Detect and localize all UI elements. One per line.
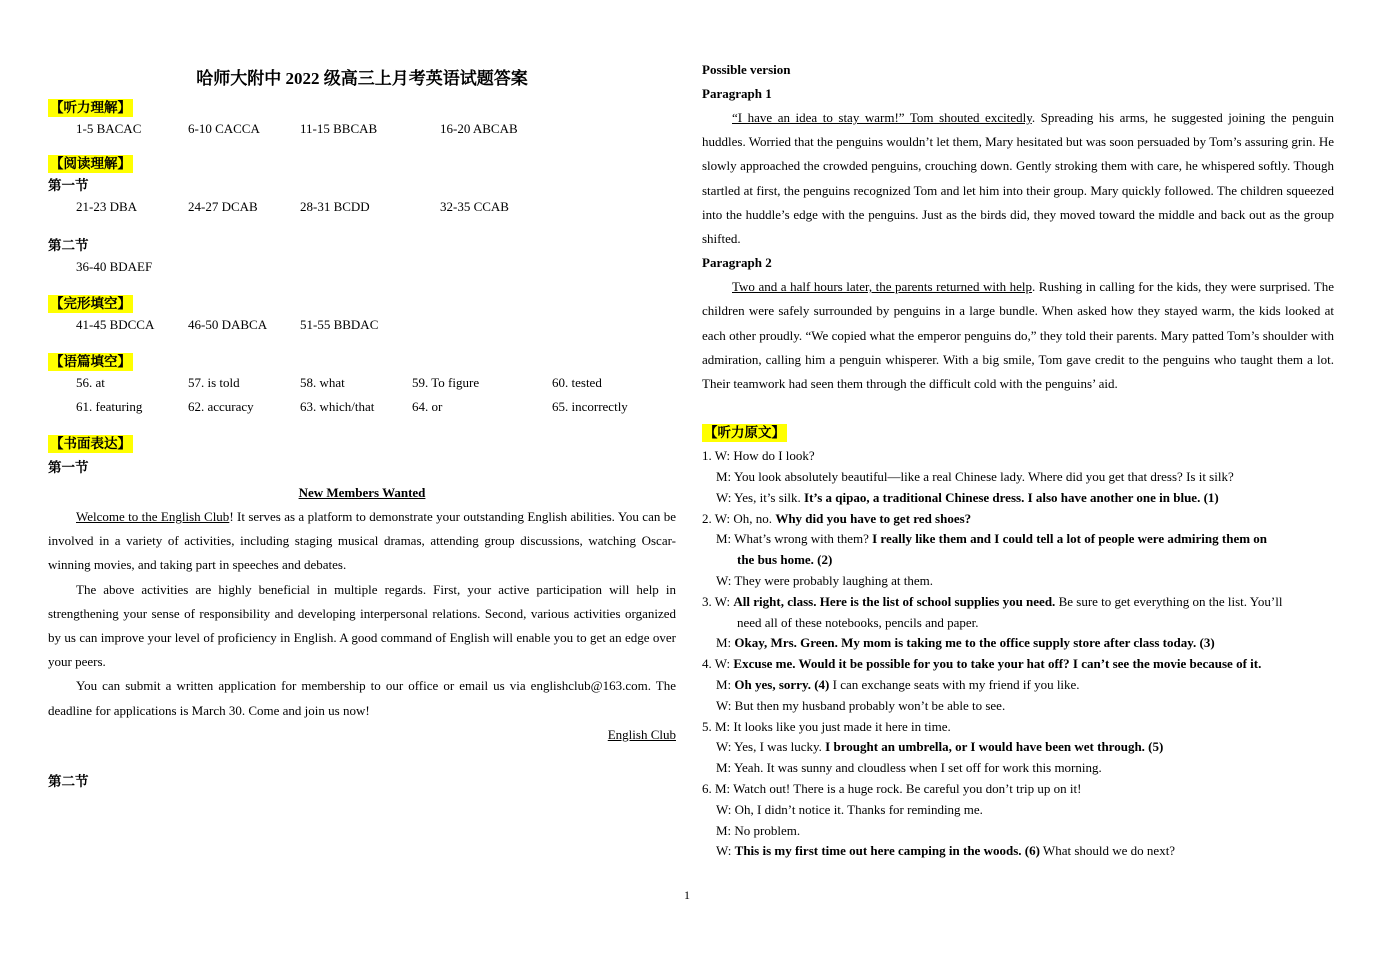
transcript-text: W: Yes, I was lucky.	[716, 739, 826, 755]
transcript-line	[702, 717, 1334, 738]
grammar-answers-row1	[48, 371, 676, 395]
transcript-text: 1. W: How do I look?	[702, 448, 815, 464]
transcript-text: What should we do next?	[1039, 843, 1176, 859]
writing-part1-label: 第一节	[48, 460, 89, 475]
transcript-text: M: You look absolutely beautiful—like a real Chinese lady. Where did you get that dress? Is it silk?	[716, 469, 1234, 485]
transcript-text: 4. W:	[702, 656, 734, 672]
transcript-line	[702, 571, 1334, 592]
essay-signature: English Club	[607, 726, 676, 742]
paragraph-2-label: Paragraph 2	[702, 255, 772, 271]
transcript-line	[702, 800, 1334, 821]
possible-version-heading: Possible version	[702, 62, 791, 77]
transcript-answer-text: This is my first time out here camping in the woods. (6)	[734, 843, 1040, 859]
transcript-line	[702, 592, 1334, 613]
answer-item: 64. or	[412, 399, 443, 414]
reading-part2-answers	[48, 255, 676, 279]
essay-paragraph-3	[48, 674, 676, 722]
transcript-answer-text: Why did you have to get red shoes?	[775, 510, 972, 526]
paragraph-1-label: Paragraph 1	[702, 86, 772, 101]
transcript-line	[702, 696, 1334, 717]
transcript-text: W: Yes, it’s silk.	[716, 489, 805, 505]
essay-paragraph-1	[48, 505, 676, 578]
left-column	[48, 58, 676, 791]
answer-item: 62. accuracy	[188, 399, 254, 414]
answer-item: 56. at	[76, 375, 105, 390]
essay-lead-underlined: Welcome to the English Club	[76, 509, 230, 524]
transcript-text: W: But then my husband probably won’t be able to see.	[716, 697, 1006, 713]
essay-paragraph-1-text: ! It serves as a platform to demonstrate your outstanding English abilities. You can be involved in a variety of activities, including staging musical dramas, attending group discussions, watching Oscar-winning movies, and taking part in speeches and debates.	[48, 509, 677, 573]
transcript-text: need all of these notebooks, pencils and paper.	[737, 614, 979, 630]
transcript-line	[702, 758, 1334, 779]
essay-paragraph-2-text: The above activities are highly beneficial in multiple regards. First, your active participation will help in strengthening your sense of responsibility and developing interpersonal relations. Second, various activities organized by us can improve your level of proficiency in English. A good command of English will enable you to get an edge over your peers.	[48, 581, 676, 670]
transcript-answer-text: I brought an umbrella, or I would have been wet through. (5)	[825, 739, 1164, 755]
story-paragraph-2-text: . Rushing in calling for the kids, they were surprised. The children were safely surrounded by penguins in a large bundle. When asked how they stayed warm, the kids looked at each other proudly. “We copied what the emperor penguins do,” they told their parents. Mary patted Tom’s shoulder with admiration, calling him a penguin whisperer. With a big smile, Tom gave credit to the penguins who taught them a lot. Their teamwork had seen them through the difficult cold with the penguins’ aid.	[702, 279, 1334, 392]
transcript-line	[702, 675, 1334, 696]
transcript-text: I can exchange seats with my friend if you like.	[829, 677, 1080, 692]
transcript-text: M:	[716, 635, 735, 651]
transcript-text: Be sure to get everything on the list. You’ll	[1055, 593, 1283, 609]
transcript-line	[702, 488, 1334, 509]
cloze-answers	[48, 313, 676, 337]
transcript-line	[702, 509, 1334, 530]
grammar-section-label: 【语篇填空】	[50, 354, 131, 369]
essay-paragraph-2	[48, 578, 676, 675]
story-paragraph-1-text: . Spreading his arms, he suggested joining the penguin huddles. Worried that the penguins wouldn’t let them, Mary hesitated but was soon persuaded by Tom’s assuring grin. He slowly approached the crowded penguins, crouching down. Gently stroking them with care, he whispered softly. Though startled at first, the penguins recognized Tom and let him into their group. Mary quickly followed. The children squeezed into the huddle’s edge with the penguins. Just as the birds did, they moved toward the middle and back out as the group shifted.	[702, 110, 1334, 247]
answer-item: 61. featuring	[76, 399, 143, 414]
answer-item: 16-20 ABCAB	[440, 121, 518, 136]
transcript-text: M: No problem.	[716, 822, 801, 838]
listening-section-label: 【听力理解】	[50, 100, 131, 115]
answer-item: 60. tested	[552, 375, 602, 390]
answer-item: 21-23 DBA	[76, 199, 138, 214]
transcript-line	[702, 446, 1334, 467]
writing-section-label: 【书面表达】	[50, 436, 131, 451]
answer-item: 32-35 CCAB	[440, 199, 509, 214]
transcript-line	[702, 613, 1334, 634]
answer-item: 28-31 BCDD	[300, 199, 370, 214]
answer-item: 41-45 BDCCA	[76, 317, 155, 332]
reading-part1-answers	[48, 195, 676, 219]
answer-item: 46-50 DABCA	[188, 317, 268, 332]
transcript-text: W: They were probably laughing at them.	[716, 573, 933, 589]
essay-paragraph-3-text: You can submit a written application for membership to our office or email us via englishclub@163.com. The deadline for applications is March 30. Come and join us now!	[48, 678, 676, 718]
answer-item: 51-55 BBDAC	[300, 317, 379, 332]
answer-item: 1-5 BACAC	[76, 121, 142, 136]
answer-item: 59. To figure	[412, 375, 480, 390]
transcript-text: M:	[716, 677, 735, 692]
transcript-text: 5. M: It looks like you just made it here in time.	[702, 718, 951, 734]
page-title: 哈师大附中 2022 级高三上月考英语试题答案	[196, 69, 528, 88]
transcript-line	[702, 841, 1334, 862]
listening-transcript	[702, 446, 1334, 862]
transcript-answer-text: I really like them and I could tell a lot of people were admiring them on	[872, 531, 1268, 547]
writing-part2-label: 第二节	[48, 773, 89, 789]
transcript-line	[702, 737, 1334, 758]
story-paragraph-1	[702, 106, 1334, 251]
transcript-answer-text: Oh yes, sorry. (4)	[734, 677, 830, 692]
story-paragraph-2	[702, 275, 1334, 396]
transcript-text: 6. M: Watch out! There is a huge rock. Be careful you don’t trip up on it!	[702, 780, 1082, 796]
listening-answers	[48, 117, 676, 141]
page-number: 1	[684, 888, 690, 902]
answer-item: 36-40 BDAEF	[76, 259, 153, 274]
transcript-text: M: Yeah. It was sunny and cloudless when I set off for work this morning.	[716, 760, 1102, 776]
reading-part1-label: 第一节	[48, 178, 89, 193]
reading-section-label: 【阅读理解】	[50, 156, 131, 171]
answer-item: 63. which/that	[300, 399, 375, 414]
transcript-answer-text: All right, class. Here is the list of school supplies you need.	[733, 593, 1056, 609]
answer-item: 58. what	[300, 375, 345, 390]
cloze-section-label: 【完形填空】	[50, 296, 131, 311]
transcript-text: M: What’s wrong with them?	[716, 531, 873, 547]
reading-part2-label: 第二节	[48, 238, 89, 253]
answer-item: 6-10 CACCA	[188, 121, 260, 136]
story-paragraph-2-lead: Two and a half hours later, the parents returned with help	[732, 279, 1033, 295]
answer-item: 24-27 DCAB	[188, 199, 258, 214]
answer-item: 11-15 BBCAB	[300, 121, 378, 136]
story-paragraph-1-lead: “I have an idea to stay warm!” Tom shouted excitedly	[732, 110, 1032, 125]
right-column	[702, 58, 1334, 862]
transcript-text: W: Oh, I didn’t notice it. Thanks for reminding me.	[716, 801, 983, 817]
transcript-line	[702, 550, 1334, 571]
transcript-answer-text: Excuse me. Would it be possible for you to take your hat off? I can’t see the movie because of it.	[733, 656, 1262, 672]
answer-item: 65. incorrectly	[552, 399, 628, 414]
answer-item: 57. is told	[188, 375, 240, 390]
transcript-answer-text: It’s a qipao, a traditional Chinese dress. I also have another one in blue. (1)	[804, 489, 1219, 505]
transcript-answer-text: the bus home. (2)	[737, 552, 833, 568]
essay-title: New Members Wanted	[298, 485, 426, 500]
transcript-line	[702, 654, 1334, 675]
transcript-section-label: 【听力原文】	[704, 425, 785, 441]
transcript-answer-text: Okay, Mrs. Green. My mom is taking me to the office supply store after class today. (3)	[734, 635, 1215, 651]
transcript-line	[702, 467, 1334, 488]
transcript-line	[702, 633, 1334, 654]
transcript-text: 2. W: Oh, no.	[702, 510, 776, 526]
transcript-text: 3. W:	[702, 593, 734, 609]
transcript-line	[702, 529, 1334, 550]
grammar-answers-row2	[48, 395, 676, 419]
transcript-text: W:	[716, 843, 735, 859]
transcript-line	[702, 779, 1334, 800]
transcript-line	[702, 821, 1334, 842]
